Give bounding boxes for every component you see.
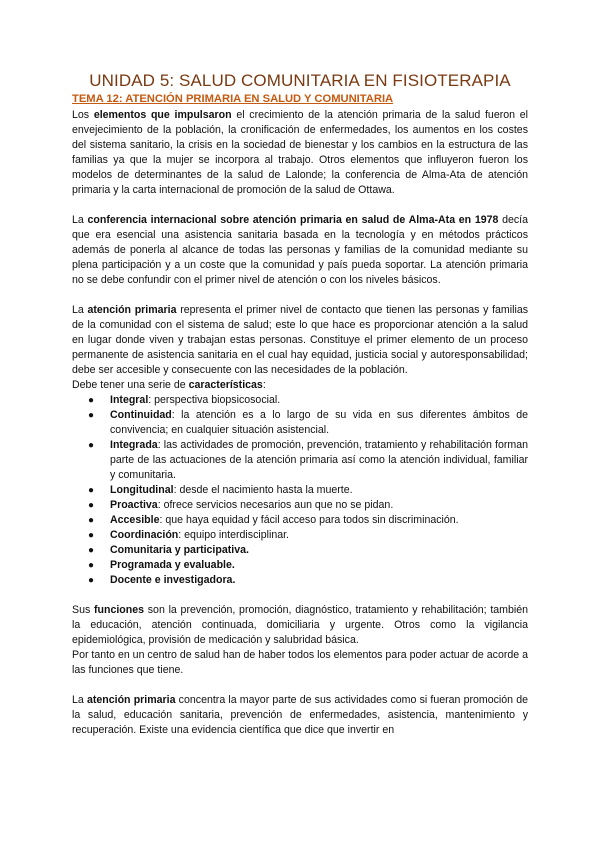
paragraph-primary-care: La atención primaria representa el primer nivel de contacto que tienen las personas y familias de la comunidad con el sistema de salud; este lo que hace es proporcionar atención a la salud en lugar donde viven y trabajan estas personas. Constituye el primer elemento de un proceso permanente de asistencia sanitaria en el cual hay equidad, justicia social y autoresponsabilidad; debe ser accesible y consecuente con las necesidades de la población. <box>72 304 529 376</box>
section-subtitle: TEMA 12: ATENCIÓN PRIMARIA EN SALUD Y COMUNITARIA <box>72 93 394 105</box>
bold-phrase: elementos que impulsaron <box>93 109 232 121</box>
paragraph-characteristics-intro: Debe tener una serie de características: <box>72 379 266 391</box>
bold-phrase: conferencia internacional sobre atención primaria en salud de Alma-Ata en 1978 <box>87 214 499 226</box>
bullet-icon: ● <box>88 560 95 571</box>
bullet-icon: ● <box>88 395 95 406</box>
bullet-icon: ● <box>88 530 95 541</box>
bullet-icon: ● <box>88 545 95 556</box>
page-title: UNIDAD 5: SALUD COMUNITARIA EN FISIOTERAPIA <box>89 71 511 90</box>
bullet-icon: ● <box>88 575 95 586</box>
list-item: ● Longitudinal: desde el nacimiento hasta la muerte. <box>88 484 353 496</box>
list-item: ● Coordinación: equipo interdisciplinar. <box>88 529 289 541</box>
paragraph-activities: La atención primaria concentra la mayor parte de sus actividades como si fueran promoción de la salud, educación sanitaria, prevención de enfermedades, asistencia, mantenimiento y recuperación. Existe una evidencia científica que dice que invertir en <box>72 694 529 736</box>
bold-phrase: atención primaria <box>86 694 176 706</box>
bullet-icon: ● <box>88 440 95 451</box>
paragraph-health-center: Por tanto en un centro de salud han de haber todos los elementos para poder actuar de acorde a las funciones que tiene. <box>72 649 528 676</box>
bullet-icon: ● <box>88 410 95 421</box>
characteristics-list <box>72 393 528 588</box>
bullet-icon: ● <box>88 500 95 511</box>
list-item: ● Comunitaria y participativa. <box>88 544 249 556</box>
list-item: ● Programada y evaluable. <box>88 559 235 571</box>
list-item: ● Accesible: que haya equidad y fácil acceso para todos sin discriminación. <box>88 514 459 526</box>
list-item: ● Integral: perspectiva biopsicosocial. <box>88 394 281 406</box>
paragraph-drivers: Los elementos que impulsaron el crecimiento de la atención primaria de la salud fueron el envejecimiento de la población, la cronificación de enfermedades, los aumentos en los costes del sistema sanitario, la crisis en la sociedad de bienestar y los cambios en la estructura de las familias ya que la mujer se incorpora al trabajo. Otros elementos que influyeron fueron los modelos de determinantes de la salud de Lalonde; la conferencia de Alma-Ata de atención primaria y la carta internacional de promoción de la salud de Ottawa. <box>72 109 528 196</box>
paragraph-alma-ata: La conferencia internacional sobre atención primaria en salud de Alma-Ata en 1978 decía que era esencial una asistencia sanitaria basada en la tecnología y en métodos prácticos además de ponerla al alcance de todas las personas y familias de la comunidad mediante su plena participación y a un coste que la comunidad y país pueda soportar. La atención primaria no se debe confundir con el primer nivel de atención o con los niveles básicos. <box>72 214 529 286</box>
list-item: ● Proactiva: ofrece servicios necesarios aun que no se pidan. <box>88 499 394 511</box>
bold-phrase: funciones <box>94 604 145 616</box>
list-item: ● Integrada: las actividades de promoción, prevención, tratamiento y rehabilitación forman parte de las actuaciones de la atención primaria así como la atención individual, familiar y comunitaria. <box>88 439 528 481</box>
bullet-icon: ● <box>88 485 95 496</box>
paragraph-functions: Sus funciones son la prevención, promoción, diagnóstico, tratamiento y rehabilitación; también la educación, atención continuada, domiciliaria y urgente. Otros como la vigilancia epidemiológica, provisión de medicación y salubridad básica. <box>72 604 529 646</box>
list-item: ● Continuidad: la atención es a lo largo de su vida en sus diferentes ámbitos de convivencia; en cualquier situación asistencial. <box>88 409 528 436</box>
list-item: ● Docente e investigadora. <box>88 574 236 586</box>
bold-phrase: atención primaria <box>87 304 177 316</box>
bullet-icon: ● <box>88 515 95 526</box>
bold-phrase: características <box>188 379 263 391</box>
